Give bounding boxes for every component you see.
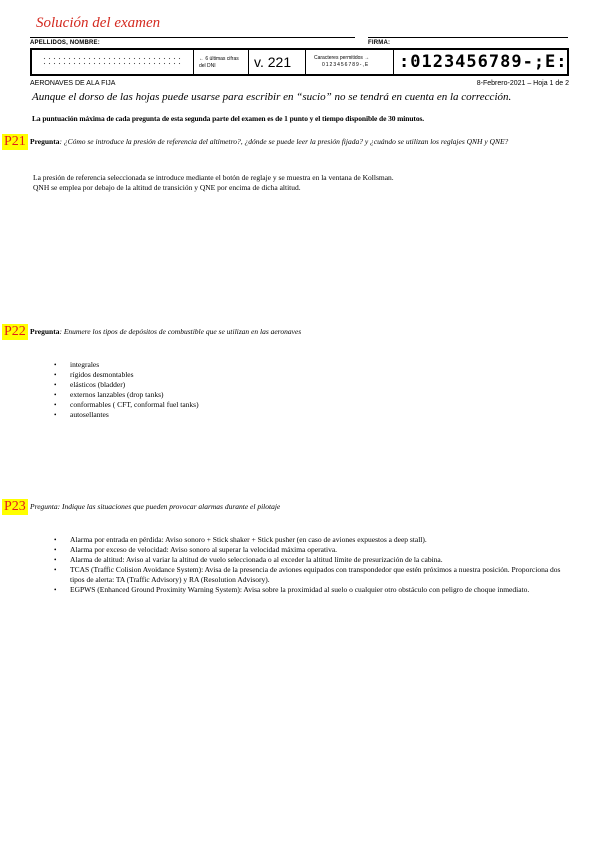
question-prefix: Pregunta: [30, 137, 60, 146]
list-item: • rígidos desmontables: [70, 370, 550, 380]
list-item: • Alarma por entrada en pérdida: Aviso sonoro + Stick shaker + Stick pusher (en caso de aviones expuestos a deep stall).: [70, 535, 570, 545]
course-name: AERONAVES DE ALA FIJA: [30, 80, 116, 87]
instructions-text: La puntuación máxima de cada pregunta de esta segunda parte del examen es de 1 punto y el tiempo disponible de 30 minutos.: [32, 114, 425, 123]
date-sheet: 8-Febrero-2021 – Hoja 1 de 2: [476, 80, 569, 87]
segment-display: :0123456789-;E:: [399, 52, 568, 72]
list-item: • elásticos (bladder): [70, 380, 550, 390]
list-item: • TCAS (Traffic Colision Avoidance System): Avisa de la presencia de aviones equipados con transpondedor que estén próximos a nuestra posición. Proporciona dos tipos de alerta: TA (Traffic Advisory) y RA (Resolution Advisory).: [70, 565, 570, 585]
question-text: [30, 137, 570, 147]
question-number-badge: P22: [4, 324, 26, 339]
id-entry-box: [30, 48, 569, 76]
list-item: • Alarma de altitud: Aviso al variar la altitud de vuelo seleccionada o al exceder la altitud límite de presurización de la cabina.: [70, 555, 570, 565]
version-label: v. 221: [254, 54, 292, 70]
name-line: [30, 37, 355, 38]
answer-list-p23: [50, 535, 570, 595]
list-item: • autosellantes: [70, 410, 550, 420]
version-cell: [249, 50, 306, 74]
list-item: • Alarma por exceso de velocidad: Aviso sonoro al superar la velocidad máxima operativa.: [70, 545, 570, 555]
list-item: • integrales: [70, 360, 550, 370]
list-item: • conformables ( CFT, conformal fuel tanks): [70, 400, 550, 410]
exam-solution-title: Solución del examen: [36, 15, 161, 31]
dni-digit-grid[interactable]: [32, 50, 194, 74]
answer-p21: [33, 173, 553, 193]
allowed-chars-cell: [306, 50, 394, 74]
question-text: [30, 327, 570, 337]
notice-text: Aunque el dorso de las hojas puede usarse para escribir en “sucio” no se tendrá en cuenta en la corrección.: [32, 91, 512, 103]
question-body: : ¿Cómo se introduce la presión de referencia del altímetro?, ¿dónde se puede leer la presión fijada? y ¿cuándo se utilizan los reglajes QNH y QNE?: [59, 137, 509, 146]
question-prefix: Pregunta: [30, 327, 60, 336]
allowed-chars-digits: 0123456789-,E: [322, 62, 370, 68]
signature-line: [368, 37, 568, 38]
question-number-badge: P21: [4, 134, 26, 149]
question-prefix: Pregunta:: [30, 502, 61, 511]
signature-label: FIRMA:: [368, 40, 391, 46]
dni-note: ← 6 últimas cifras del DNI: [199, 56, 239, 69]
answer-line: La presión de referencia seleccionada se introduce mediante el botón de reglaje y se muestra en la ventana de Kollsman.: [33, 173, 394, 182]
answer-line: QNH se emplea por debajo de la altitud de transición y QNE por encima de dicha altitud.: [33, 183, 301, 192]
list-item: • externos lanzables (drop tanks): [70, 390, 550, 400]
answer-list-p22: [50, 360, 550, 420]
question-body: Indique las situaciones que pueden provocar alarmas durante el pilotaje: [60, 502, 281, 511]
name-label: APELLIDOS, NOMBRE:: [30, 40, 100, 46]
dni-note-cell: [194, 50, 249, 74]
list-item: • EGPWS (Enhanced Ground Proximity Warning System): Avisa sobre la proximidad al suelo o cualquier otro obstáculo con peligro de choque inmediato.: [70, 585, 570, 595]
segment-display-cell: [394, 50, 567, 74]
question-number-badge: P23: [4, 499, 26, 514]
allowed-chars-note: Caracteres permitidos →: [314, 55, 370, 61]
question-text: [30, 502, 570, 512]
question-body: : Enumere los tipos de depósitos de combustible que se utilizan en las aeronaves: [59, 327, 302, 336]
